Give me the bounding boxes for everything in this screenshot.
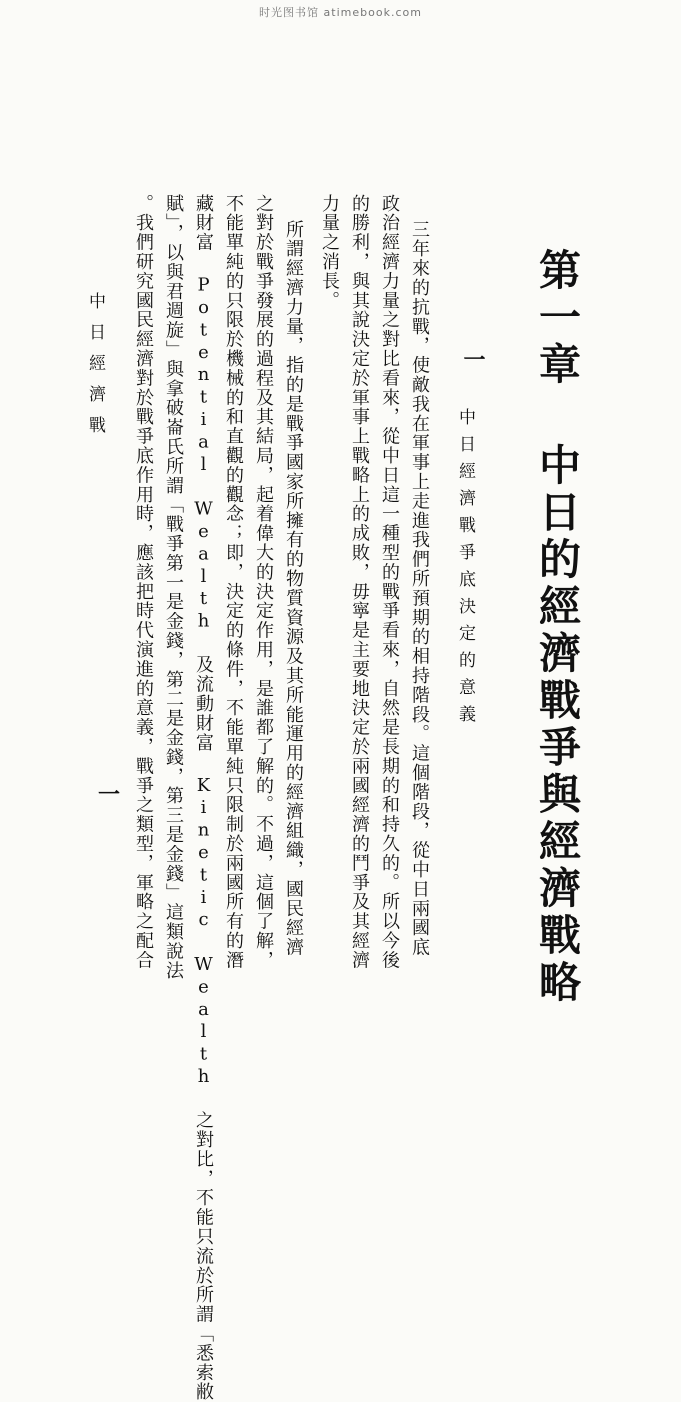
- body-paragraph-line: 。我們研究國民經濟對於戰爭底作用時，應該把時代演進的意義，戰爭之類型，軍略之配合: [133, 194, 154, 970]
- body-paragraph-line: 之對於戰爭發展的過程及其結局，起着偉大的決定作用，是誰都了解的。不過，這個了解，: [253, 194, 274, 970]
- body-paragraph-line: 所謂經濟力量，指的是戰爭國家所擁有的物質資源及其所能運用的經濟組織，國民經濟: [283, 220, 304, 958]
- body-paragraph-line: 三年來的抗戰，使敵我在軍事上走進我們所預期的相持階段。這個階段，從中日兩國底: [409, 220, 430, 958]
- section-title: 中日經濟戰爭底決定的意義: [455, 408, 475, 732]
- body-paragraph-line: 政治經濟力量之對比看來，從中日這一種型的戰爭看來，自然是長期的和持久的。所以今後: [379, 194, 400, 970]
- chapter-title: 第一章 中日的經濟戰爭與經濟戰略: [533, 248, 582, 1007]
- running-header: 中日經濟戰: [85, 292, 105, 447]
- body-paragraph-line: 力量之消長。: [319, 194, 340, 311]
- section-number: 一: [460, 348, 486, 372]
- body-paragraph-line: 賦」，以與君週旋」與拿破崙氏所謂「戰爭第一是金錢，第二是金錢，第三是金錢」這類說法: [163, 194, 184, 981]
- body-paragraph-line: 的勝利，與其說決定於軍事上戰略上的成敗，毋寧是主要地決定於兩國經濟的鬥爭及其經濟: [349, 194, 370, 970]
- body-paragraph-line: 藏財富 Potential Wealth 及流動財富 Kinetic Wealth 之對比，不能只流於所謂「悉索敝: [193, 194, 214, 1402]
- watermark-text: 时光图书馆 atimebook.com: [259, 6, 422, 19]
- body-paragraph-line: 不能單純的只限於機械的和直觀的觀念；即，決定的條件，不能單純只限制於兩國所有的潛: [223, 194, 244, 970]
- page-number: 一: [98, 782, 121, 808]
